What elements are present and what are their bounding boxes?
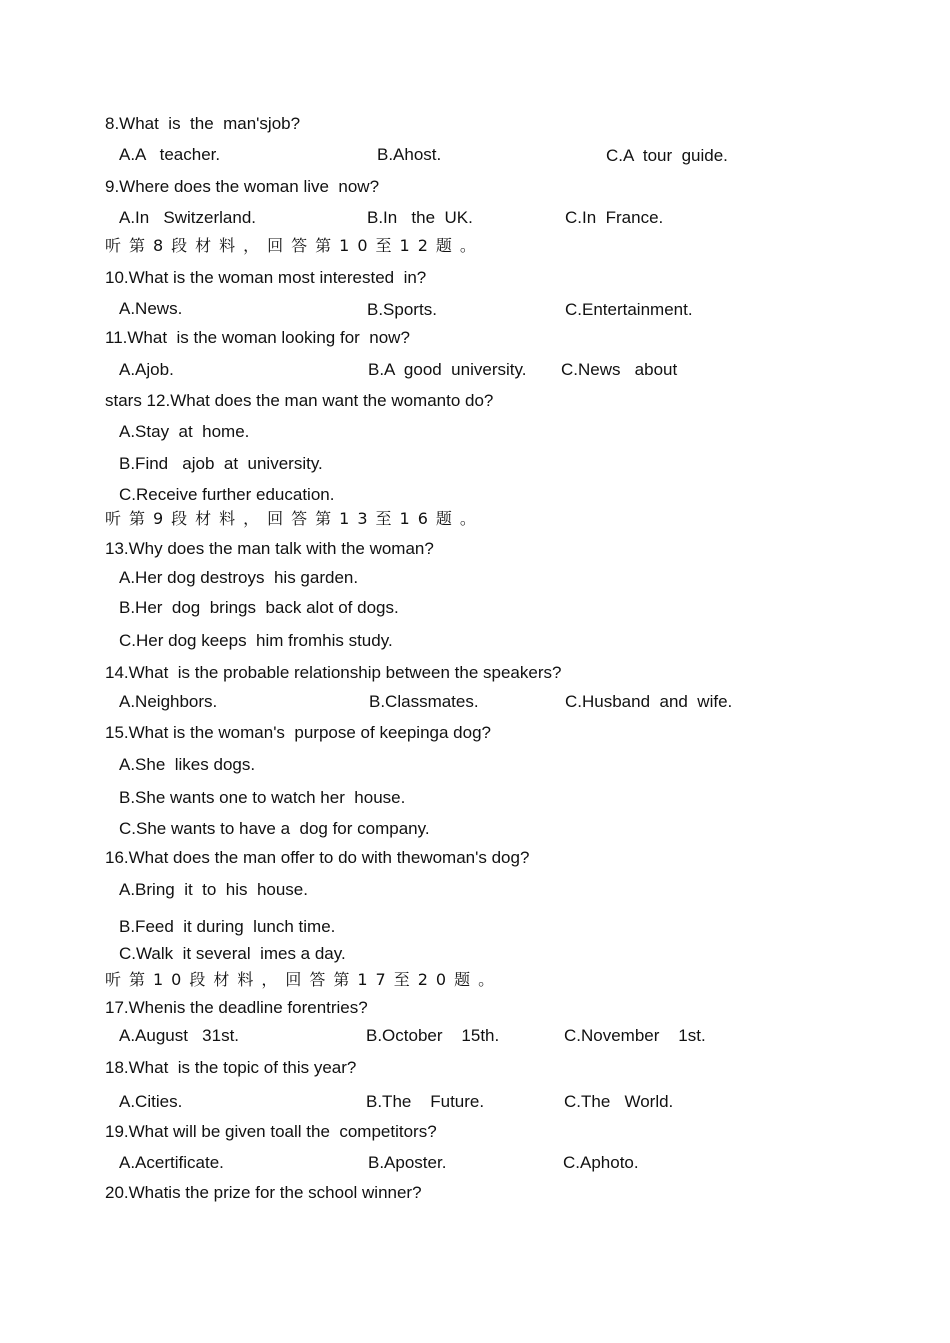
option-13b: B.Her dog brings back alot of dogs.	[119, 598, 399, 617]
option-9a: A.In Switzerland.	[119, 208, 257, 227]
question-11: 11.What is the woman looking for now?	[105, 328, 410, 347]
section-heading-8: 听第8段材料，回答第10至12题。	[105, 236, 484, 255]
question-14: 14.What is the probable relationship between the speakers?	[105, 663, 562, 682]
option-19b: B.Aposter.	[368, 1153, 447, 1172]
question-13: 13.Why does the man talk with the woman?	[105, 539, 434, 558]
option-12c: C.Receive further education.	[119, 485, 335, 504]
option-11a: A.Ajob.	[119, 360, 174, 379]
section-heading-9: 听第9段材料，回答第13至16题。	[105, 509, 484, 528]
option-12b: B.Find ajob at university.	[119, 454, 323, 473]
option-14b: B.Classmates.	[369, 692, 479, 711]
question-17: 17.Whenis the deadline forentries?	[105, 998, 368, 1017]
question-15: 15.What is the woman's purpose of keepinga dog?	[105, 723, 491, 742]
option-13a: A.Her dog destroys his garden.	[119, 568, 359, 587]
option-18a: A.Cities.	[119, 1092, 183, 1111]
option-15c: C.She wants to have a dog for company.	[119, 819, 430, 838]
question-12: stars 12.What does the man want the womanto do?	[105, 391, 494, 410]
question-19: 19.What will be given toall the competitors?	[105, 1122, 437, 1141]
option-17c: C.November 1st.	[564, 1026, 706, 1045]
option-8a: A.A teacher.	[119, 145, 221, 164]
option-15b: B.She wants one to watch her house.	[119, 788, 406, 807]
option-14c: C.Husband and wife.	[565, 692, 733, 711]
option-13c: C.Her dog keeps him fromhis study.	[119, 631, 393, 650]
option-17a: A.August 31st.	[119, 1026, 240, 1045]
question-18: 18.What is the topic of this year?	[105, 1058, 357, 1077]
question-16: 16.What does the man offer to do with thewoman's dog?	[105, 848, 530, 867]
option-10b: B.Sports.	[367, 300, 437, 319]
question-8: 8.What is the man'sjob?	[105, 114, 301, 133]
option-10a: A.News.	[119, 299, 183, 318]
question-9: 9.Where does the woman live now?	[105, 177, 380, 196]
option-19c: C.Aphoto.	[563, 1153, 639, 1172]
option-19a: A.Acertificate.	[119, 1153, 224, 1172]
option-9c: C.In France.	[565, 208, 664, 227]
option-16c: C.Walk it several imes a day.	[119, 944, 346, 963]
option-18c: C.The World.	[564, 1092, 674, 1111]
option-11c: C.News about	[561, 360, 678, 379]
question-10: 10.What is the woman most interested in?	[105, 268, 427, 287]
option-9b: B.In the UK.	[367, 208, 473, 227]
option-12a: A.Stay at home.	[119, 422, 250, 441]
question-20: 20.Whatis the prize for the school winner?	[105, 1183, 422, 1202]
option-18b: B.The Future.	[366, 1092, 485, 1111]
option-11b: B.A good university.	[368, 360, 527, 379]
section-heading-10: 听第10段材料，回答第17至20题。	[105, 970, 503, 989]
option-16a: A.Bring it to his house.	[119, 880, 308, 899]
option-8c: C.A tour guide.	[606, 146, 728, 165]
option-8b: B.Ahost.	[377, 145, 442, 164]
option-10c: C.Entertainment.	[565, 300, 693, 319]
option-14a: A.Neighbors.	[119, 692, 218, 711]
option-17b: B.October 15th.	[366, 1026, 500, 1045]
option-16b: B.Feed it during lunch time.	[119, 917, 336, 936]
option-15a: A.She likes dogs.	[119, 755, 256, 774]
